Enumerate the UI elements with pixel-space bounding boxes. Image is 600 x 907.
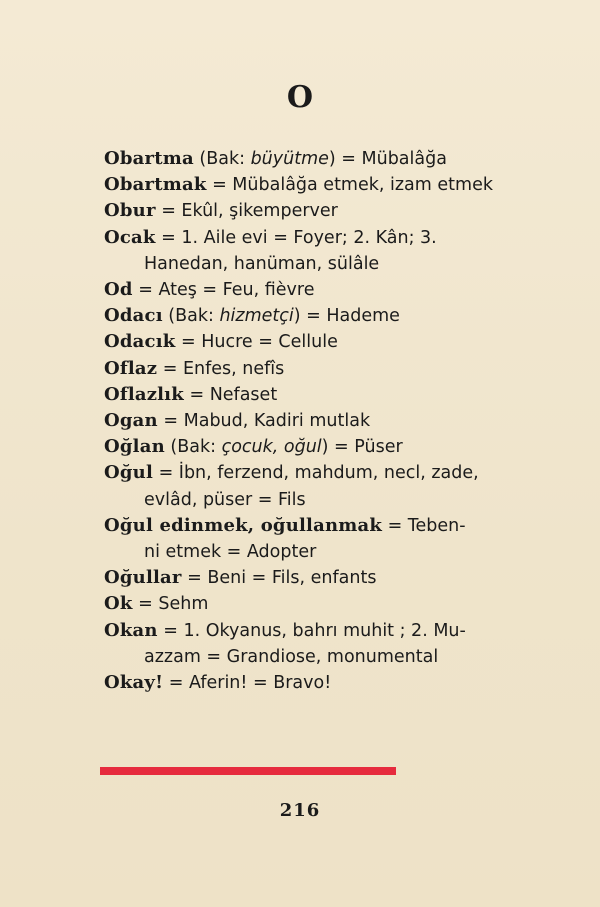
entry-definition-suffix: ) = Hademe <box>293 306 400 327</box>
entry-definition: = Sehm <box>132 594 209 615</box>
entry-headword: Oğul edinmek, oğullanmak <box>104 514 383 536</box>
dictionary-entry <box>104 565 574 591</box>
dictionary-entry <box>104 356 574 382</box>
entry-definition: = Hucre = Cellule <box>175 332 338 353</box>
entry-continuation: azzam = Grandiose, monumental <box>144 646 439 667</box>
dictionary-entry <box>104 408 574 434</box>
entry-definition: = 1. Okyanus, bahrı muhit ; 2. Mu- <box>157 620 466 641</box>
entry-definition: = 1. Aile evi = Foyer; 2. Kân; 3. <box>155 227 437 248</box>
entry-headword: Od <box>104 279 133 301</box>
entry-headword: Okan <box>104 619 158 641</box>
entry-headword: Obartma <box>104 148 194 169</box>
red-highlight-underline <box>100 767 396 775</box>
entry-headword: Obartmak <box>104 174 207 196</box>
dictionary-entry <box>104 434 574 460</box>
entry-definition: = Enfes, nefîs <box>157 358 285 379</box>
entry-headword: Oğlan <box>104 436 165 458</box>
entry-headword: Obur <box>104 200 156 222</box>
dictionary-entry <box>104 591 574 617</box>
entry-definition-prefix: (Bak: <box>164 437 222 458</box>
dictionary-entry <box>104 618 574 670</box>
entry-definition: = İbn, ferzend, mahdum, necl, zade, <box>153 463 479 484</box>
section-letter: O <box>286 80 314 115</box>
entry-continuation: Hanedan, hanüman, sülâle <box>144 253 380 274</box>
entry-headword: Ogan <box>104 410 158 432</box>
dictionary-entry <box>104 277 574 303</box>
dictionary-entry <box>104 146 574 172</box>
entry-headword: Oğullar <box>104 567 182 589</box>
entry-headword: Odacık <box>104 331 176 353</box>
entry-headword: Oflazlık <box>104 383 184 405</box>
dictionary-entry <box>104 460 574 512</box>
entry-definition: = Ekûl, şikemperver <box>155 201 338 222</box>
entry-definition: = Beni = Fils, enfants <box>181 568 377 589</box>
dictionary-entry <box>104 225 574 277</box>
entry-headword: Ok <box>104 593 133 615</box>
entry-headword: Okay! <box>104 672 164 694</box>
entry-definition: = Mübalâğa etmek, izam etmek <box>206 175 493 196</box>
entry-cross-reference: hizmetçi <box>219 306 294 327</box>
dictionary-entry <box>104 513 574 565</box>
entry-definition: = Teben- <box>382 515 466 536</box>
entry-definition: = Aferin! = Bravo! <box>163 673 332 694</box>
page-number: 216 <box>279 800 321 821</box>
entry-continuation: evlâd, püser = Fils <box>144 489 306 510</box>
entry-definition: = Mabud, Kadiri mutlak <box>157 411 371 432</box>
dictionary-entry <box>104 303 574 329</box>
entry-cross-reference: büyütme <box>250 149 329 169</box>
entry-headword: Odacı <box>104 305 163 327</box>
dictionary-entry <box>104 172 574 198</box>
entry-list <box>104 146 574 696</box>
dictionary-entry <box>104 382 574 408</box>
dictionary-entry <box>104 329 574 355</box>
entry-definition-prefix: (Bak: <box>193 149 251 169</box>
entry-headword: Oğul <box>104 462 153 484</box>
entry-continuation: ni etmek = Adopter <box>144 542 317 563</box>
entry-definition: = Ateş = Feu, fièvre <box>132 280 315 301</box>
entry-definition-suffix: ) = Püser <box>321 437 403 458</box>
entry-definition-suffix: ) = Mübalâğa <box>328 149 447 169</box>
dictionary-entry <box>104 670 574 696</box>
entry-cross-reference: çocuk, oğul <box>221 437 322 458</box>
entry-definition: = Nefaset <box>183 384 278 405</box>
entry-headword: Oflaz <box>104 357 158 379</box>
entry-definition-prefix: (Bak: <box>162 306 220 327</box>
entry-headword: Ocak <box>104 226 156 248</box>
dictionary-entry <box>104 198 574 224</box>
